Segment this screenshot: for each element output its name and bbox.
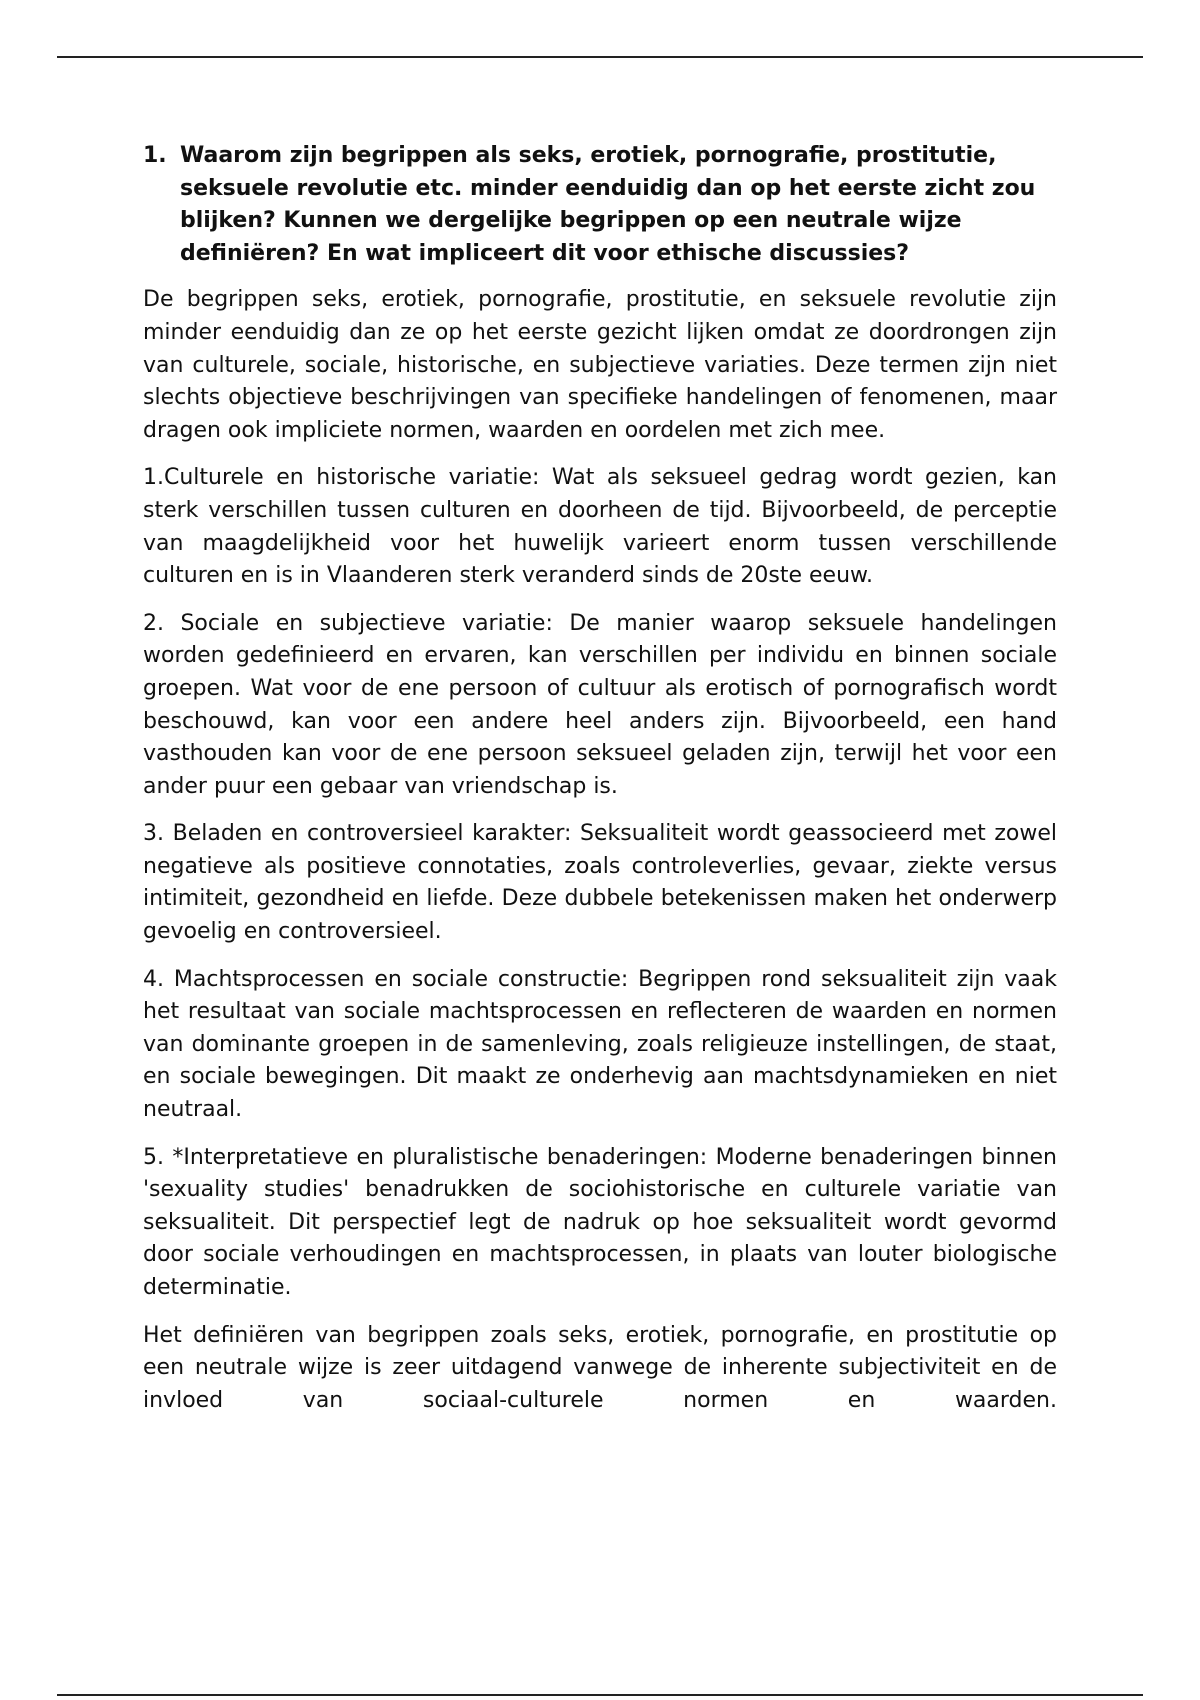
paragraph-point-2: 2. Sociale en subjectieve variatie: De manier waarop seksuele handelingen worden gedefinieerd en ervaren, kan verschillen per individu en binnen sociale groepen. Wat voor de ene persoon of cultuur als erotisch of pornografisch wordt beschouwd, kan voor een andere heel anders zijn. Bijvoorbeeld, een hand vasthouden kan voor de ene persoon seksueel geladen zijn, terwijl het voor een ander puur een gebaar van vriendschap is.: [143, 610, 1057, 799]
paragraph-point-3: 3. Beladen en controversieel karakter: Seksualiteit wordt geassocieerd met zowel negatieve als positieve connotaties, zoals controleverlies, gevaar, ziekte versus intimiteit, gezondheid en liefde. Deze dubbele betekenissen maken het onderwerp gevoelig en controversieel.: [143, 821, 1057, 945]
paragraph-intro: De begrippen seks, erotiek, pornografie, prostitutie, en seksuele revolutie zijn minder eenduidig dan ze op het eerste gezicht lijken omdat ze doordrongen zijn van culturele, sociale, historische, en subjectieve variaties. Deze termen zijn niet slechts objectieve beschrijvingen van specifieke handelingen of fenomenen, maar dragen ook impliciete normen, waarden en oordelen met zich mee.: [143, 287, 1057, 443]
paragraph-point-1: 1.Culturele en historische variatie: Wat als seksueel gedrag wordt gezien, kan sterk verschillen tussen culturen en doorheen de tijd. Bijvoorbeeld, de perceptie van maagdelijkheid voor het huwelijk varieert enorm tussen verschillende culturen en is in Vlaanderen sterk veranderd sinds de 20ste eeuw.: [143, 465, 1057, 589]
paragraph-conclusion: Het definiëren van begrippen zoals seks, erotiek, pornografie, en prostitutie op een neutrale wijze is zeer uitdagend vanwege de inherente subjectiviteit en de invloed van sociaal-culturele normen en waarden.: [143, 1322, 1057, 1413]
document-body: [143, 140, 1057, 1432]
header-rule: [57, 56, 1143, 58]
footer-rule: [57, 1694, 1143, 1696]
question-heading: [143, 140, 1057, 270]
paragraph-point-4: 4. Machtsprocessen en sociale constructie: Begrippen rond seksualiteit zijn vaak het resultaat van sociale machtsprocessen en reflecteren de waarden en normen van dominante groepen in de samenleving, zoals religieuze instellingen, de staat, en sociale bewegingen. Dit maakt ze onderhevig aan machtsdynamieken en niet neutraal.: [143, 966, 1057, 1123]
question-number: 1.: [143, 143, 167, 168]
question-text: Waarom zijn begrippen als seks, erotiek, pornografie, prostitutie, seksuele revolutie etc. minder eenduidig dan op het eerste zicht zou blijken? Kunnen we dergelijke begrippen op een neutrale wijze definiëren? En wat impliceert dit voor ethische discussies?: [180, 143, 1036, 266]
paragraph-point-5: 5. *Interpretatieve en pluralistische benaderingen: Moderne benaderingen binnen 'sexuality studies' benadrukken de sociohistorische en culturele variatie van seksualiteit. Dit perspectief legt de nadruk op hoe seksualiteit wordt gevormd door sociale verhoudingen en machtsprocessen, in plaats van louter biologische determinatie.: [143, 1144, 1057, 1300]
